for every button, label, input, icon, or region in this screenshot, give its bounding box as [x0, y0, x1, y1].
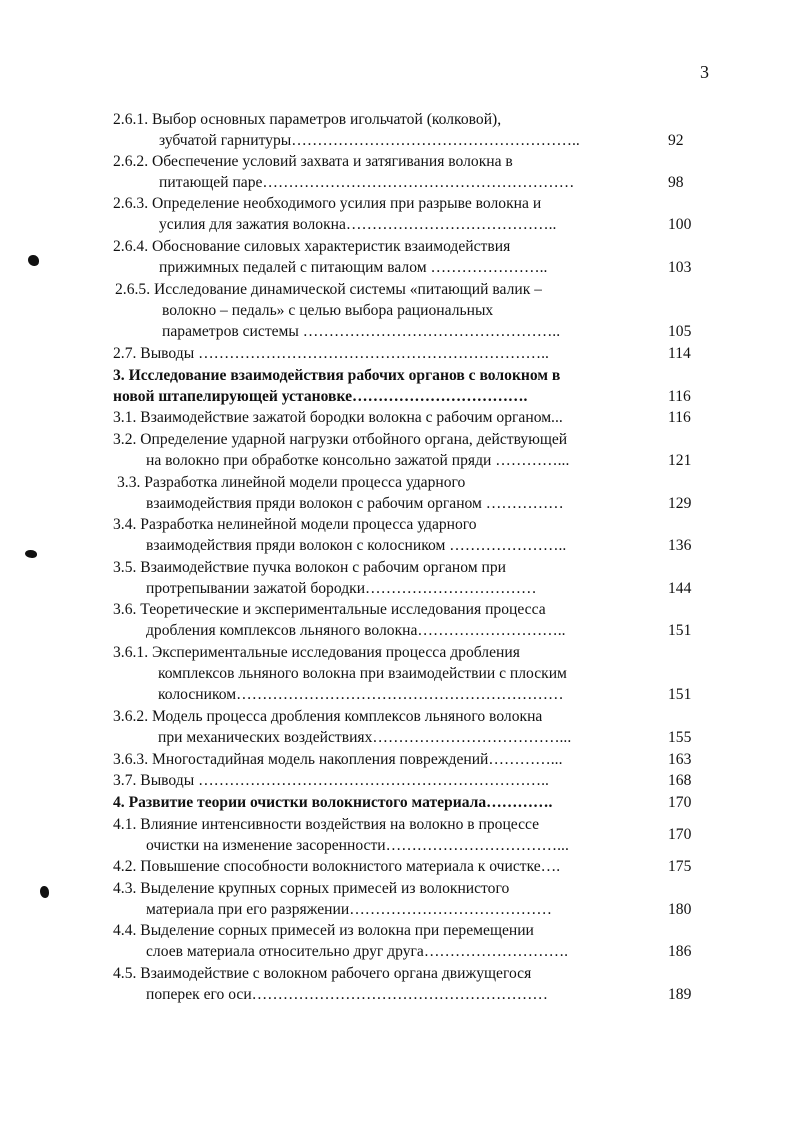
toc-entry-line: 2.7. Выводы …………………………………………………………..: [113, 345, 549, 362]
toc-page-number: 114: [668, 345, 691, 362]
toc-entry-line: 3.7. Выводы …………………………………………………………..: [113, 772, 549, 789]
toc-entry-line: колосником………………………………………………………: [158, 686, 564, 703]
toc-entry-line: зубчатой гарнитуры………………………………………………..: [159, 132, 580, 149]
toc-entry-line: материала при его разряжении…………………………………: [146, 901, 552, 918]
toc-chapter-line: новой штапелирующей установке…………………………….: [113, 388, 528, 405]
scan-mark: [28, 255, 39, 266]
toc-chapter-line: 3. Исследование взаимодействия рабочих органов с волокном в: [113, 367, 561, 384]
toc-page-number: 186: [668, 943, 692, 960]
toc-page-number: 144: [668, 580, 692, 597]
toc-page-number: 151: [668, 622, 692, 639]
toc-page-number: 129: [668, 495, 692, 512]
toc-page-number: 163: [668, 751, 692, 768]
toc-entry-line: 2.6.3. Определение необходимого усилия при разрыве волокна и: [113, 195, 542, 212]
toc-entry-line: дробления комплексов льняного волокна………………………..: [146, 622, 566, 639]
toc-page-number: 180: [668, 901, 692, 918]
toc-entry-line: очистки на изменение засоренности……………………………...: [146, 837, 569, 854]
toc-entry-line: 2.6.1. Выбор основных параметров игольчатой (колковой),: [113, 111, 502, 128]
toc-page-number: 175: [668, 858, 692, 875]
toc-page-number: 116: [668, 388, 691, 405]
toc-page-number: 100: [668, 216, 692, 233]
scan-mark: [40, 886, 49, 898]
toc-entry-line: 3.5. Взаимодействие пучка волокон с рабочим органом при: [113, 559, 507, 576]
toc-entry-line: 3.3. Разработка линейной модели процесса ударного: [117, 474, 466, 491]
toc-entry-line: 3.1. Взаимодействие зажатой бородки волокна с рабочим органом...: [113, 409, 563, 426]
toc-entry-line: 2.6.2. Обеспечение условий захвата и затягивания волокна в: [113, 153, 513, 170]
toc-entry-line: 3.2. Определение ударной нагрузки отбойного органа, действующей: [113, 431, 568, 448]
toc-entry-line: взаимодействия пряди волокон с колосником …………………..: [146, 537, 567, 554]
toc-entry-line: волокно – педаль» с целью выбора рациональных: [162, 302, 494, 319]
toc-entry-line: 4.1. Влияние интенсивности воздействия на волокно в процессе: [113, 816, 540, 833]
toc-entry-line: при механических воздействиях………………………………...: [158, 729, 572, 746]
toc-entry-line: 2.6.5. Исследование динамической системы «питающий валик –: [115, 281, 543, 298]
toc-entry-line: 3.6.1. Экспериментальные исследования процесса дробления: [113, 644, 520, 661]
toc-page-number: 116: [668, 409, 691, 426]
scan-mark: [25, 550, 37, 558]
toc-entry-line: 4.5. Взаимодействие с волокном рабочего органа движущегося: [113, 965, 532, 982]
toc-page-number: 136: [668, 537, 692, 554]
toc-entry-line: прижимных педалей с питающим валом …………………..: [159, 259, 548, 276]
toc-page-number: 189: [668, 986, 692, 1003]
toc-entry-line: 3.6. Теоретические и экспериментальные исследования процесса: [113, 601, 546, 618]
toc-page-number: 105: [668, 323, 692, 340]
toc-entry-line: 3.6.3. Многостадийная модель накопления повреждений…………...: [113, 751, 563, 768]
toc-entry-line: усилия для зажатия волокна…………………………………..: [159, 216, 557, 233]
toc-entry-line: 4.2. Повышение способности волокнистого материала к очистке….: [113, 858, 561, 875]
page-number: 3: [700, 62, 709, 82]
toc-page-number: 103: [668, 259, 692, 276]
toc-entry-line: 4.4. Выделение сорных примесей из волокна при перемещении: [113, 922, 534, 939]
toc-entry-line: 3.4. Разработка нелинейной модели процесса ударного: [113, 516, 477, 533]
toc-page-number: 170: [668, 794, 692, 811]
toc-entry-line: 4.3. Выделение крупных сорных примесей из волокнистого: [113, 880, 510, 897]
toc-page-number: 121: [668, 452, 692, 469]
toc-page-number: 98: [668, 174, 684, 191]
toc-entry-line: взаимодействия пряди волокон с рабочим органом ……………: [146, 495, 564, 512]
toc-entry-line: параметров системы …………………………………………..: [162, 323, 561, 340]
toc-entry-line: 2.6.4. Обоснование силовых характеристик взаимодействия: [113, 238, 511, 255]
toc-entry-line: комплексов льняного волокна при взаимодействии с плоским: [158, 665, 567, 682]
toc-page-number: 155: [668, 729, 692, 746]
toc-entry-line: на волокно при обработке консольно зажатой пряди …………...: [146, 452, 570, 469]
toc-chapter-line: 4. Развитие теории очистки волокнистого материала………….: [113, 794, 553, 811]
toc-entry-line: питающей паре……………………………………………………: [159, 174, 575, 191]
toc-entry-line: поперек его оси…………………………………………………: [146, 986, 548, 1003]
toc-entry-line: слоев материала относительно друг друга……………………….: [146, 943, 569, 960]
toc-entry-line: 3.6.2. Модель процесса дробления комплексов льняного волокна: [113, 708, 543, 725]
toc-page-number: 168: [668, 772, 692, 789]
toc-page-number: 170: [668, 826, 692, 843]
toc-page-number: 151: [668, 686, 692, 703]
toc-entry-line: протрепывании зажатой бородки……………………………: [146, 580, 537, 597]
toc-page-number: 92: [668, 132, 684, 149]
